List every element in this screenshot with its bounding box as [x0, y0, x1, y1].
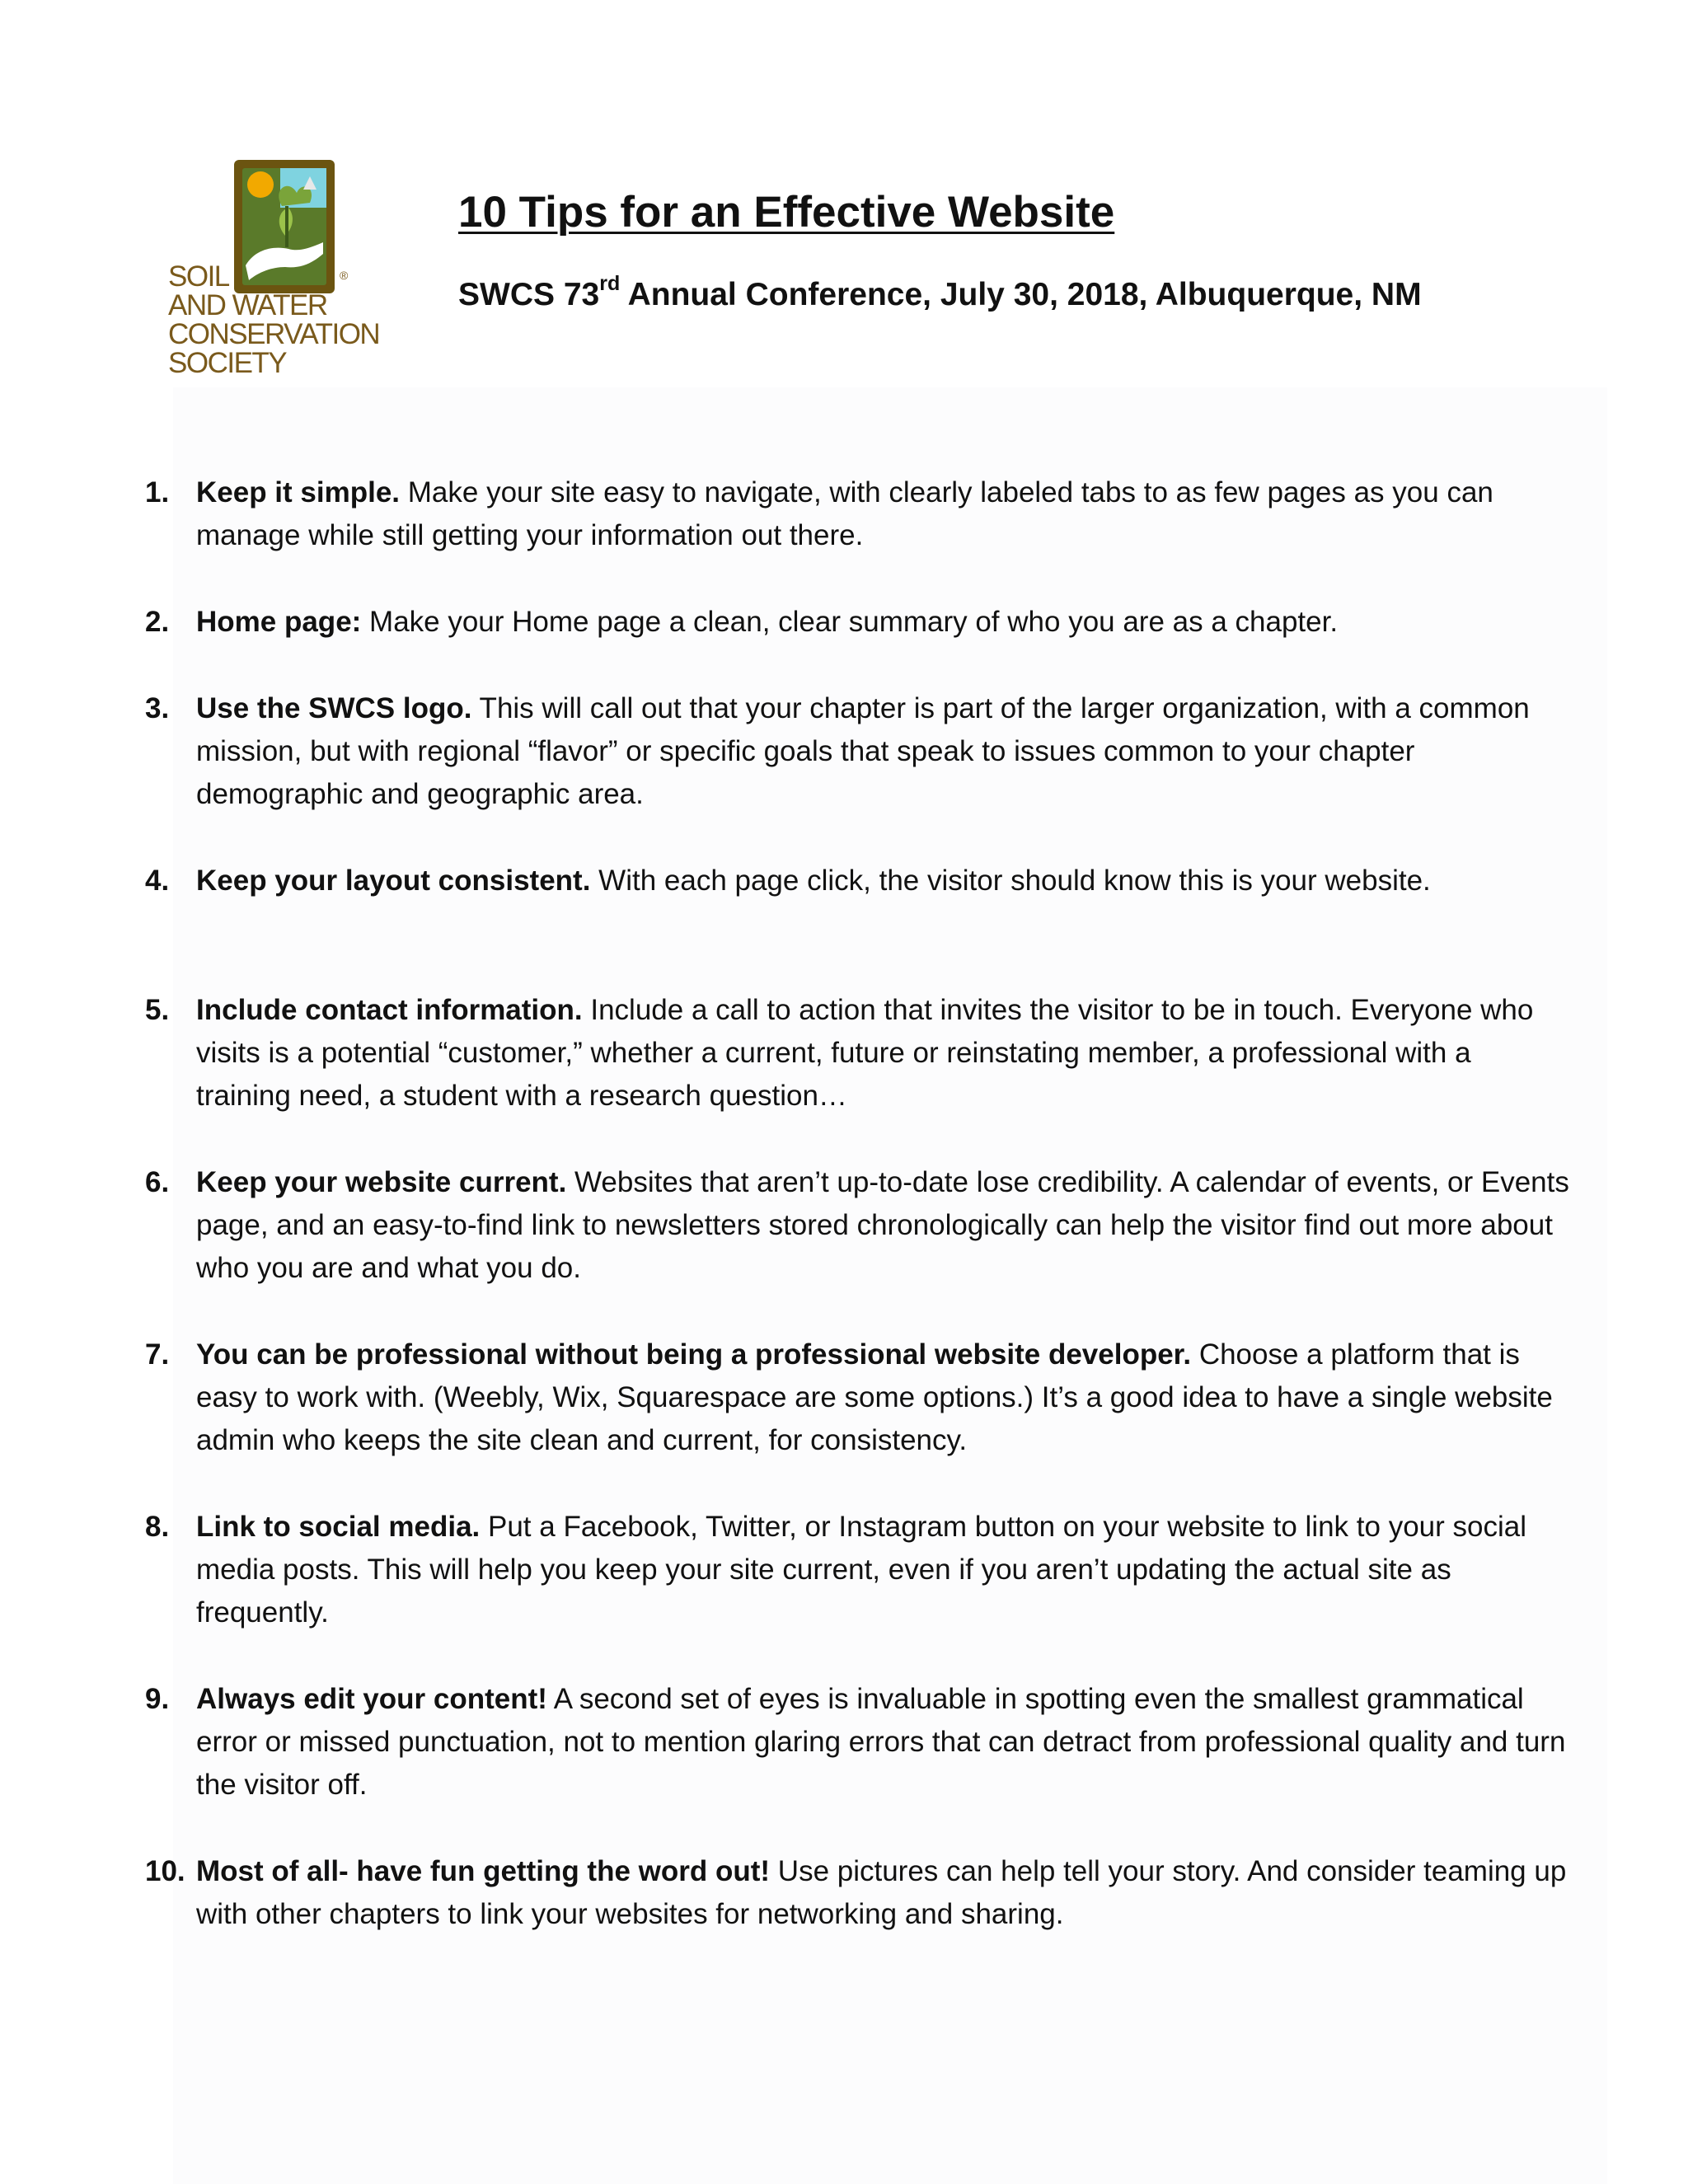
tip-text: A second set of eyes is invaluable in spotting even the smallest grammatical error or missed punctuation, not to mention glaring errors that can detract from professional quality and turn the visitor off. — [196, 1683, 1566, 1801]
tip-number: 9. — [145, 1683, 170, 1715]
subtitle-prefix: SWCS 73 — [458, 277, 600, 312]
tip-text: With each page click, the visitor should know this is your website. — [590, 865, 1431, 897]
tip-text: Make your Home page a clean, clear summary of who you are as a chapter. — [361, 606, 1339, 638]
tip-number: 7. — [145, 1338, 170, 1371]
logo-line: AND WATER — [168, 289, 327, 321]
tip-body — [196, 860, 1573, 902]
tip-body — [196, 1850, 1573, 1936]
tip-heading: Use the SWCS logo. — [196, 692, 472, 724]
tip-heading: Include contact information. — [196, 994, 583, 1026]
logo-line: SOIL — [168, 260, 229, 293]
subtitle-ordinal: rd — [599, 272, 621, 295]
logo-wordmark — [168, 262, 415, 377]
tip-number: 6. — [145, 1166, 170, 1198]
tip-text: Use pictures can help tell your story. And consider teaming up with other chapters to link your websites for networking and sharing. — [196, 1855, 1567, 1930]
logo-line: CONSERVATION — [168, 318, 380, 350]
tip-heading: Keep it simple. — [196, 476, 401, 509]
tip-body — [196, 687, 1573, 816]
tip-number: 3. — [145, 692, 170, 724]
tip-heading: Keep your website current. — [196, 1166, 567, 1198]
tip-heading: Always edit your content! — [196, 1683, 547, 1715]
tip-number: 8. — [145, 1511, 170, 1543]
tip-body — [196, 1333, 1573, 1462]
tip-heading: You can be professional without being a professional website developer. — [196, 1338, 1192, 1371]
tip-text: Make your site easy to navigate, with clearly labeled tabs to as few pages as you can manage while still getting your information out there. — [196, 476, 1493, 551]
tip-body — [196, 601, 1573, 644]
swcs-logo — [165, 157, 412, 379]
tip-body — [196, 1678, 1573, 1807]
subtitle-suffix: Annual Conference, July 30, 2018, Albuquerque, NM — [620, 277, 1422, 312]
tip-text: Put a Facebook, Twitter, or Instagram button on your website to link to your social media posts. This will help you keep your site current, even if you aren’t updating the actual site as frequently. — [196, 1511, 1526, 1629]
page-title: 10 Tips for an Effective Website — [458, 188, 1115, 237]
tip-number: 1. — [145, 476, 170, 509]
logo-line: SOCIETY — [168, 347, 287, 379]
tip-body — [196, 1506, 1573, 1634]
tip-body — [196, 1161, 1573, 1290]
tip-heading: Keep your layout consistent. — [196, 865, 591, 897]
registered-mark: ® — [340, 269, 349, 282]
tip-text: This will call out that your chapter is part of the larger organization, with a common mission, but with regional “flavor” or specific goals that speak to issues common to your chapter demographic and geographic area. — [196, 692, 1530, 810]
tip-body — [196, 989, 1573, 1118]
tip-number: 10. — [145, 1855, 185, 1887]
tip-number: 2. — [145, 606, 170, 638]
tip-number: 4. — [145, 865, 170, 897]
tip-heading: Most of all- have fun getting the word out! — [196, 1855, 771, 1887]
tip-heading: Home page: — [196, 606, 362, 638]
tip-body — [196, 471, 1573, 557]
tip-text: Include a call to action that invites the visitor to be in touch. Everyone who visits is a potential “customer,” whether a current, future or reinstating member, a professional with a training need, a student with a research question… — [196, 994, 1534, 1112]
tip-text: Choose a platform that is easy to work with. (Weebly, Wix, Squarespace are some options.) It’s a good idea to have a single website admin who keeps the site clean and current, for consistency. — [196, 1338, 1553, 1456]
tip-text: Websites that aren’t up-to-date lose credibility. A calendar of events, or Events page, and an easy-to-find link to newsletters stored chronologically can help the visitor find out more about who you are and what you do. — [196, 1166, 1569, 1284]
page-subtitle — [458, 272, 1422, 318]
tip-heading: Link to social media. — [196, 1511, 481, 1543]
tip-number: 5. — [145, 994, 170, 1026]
